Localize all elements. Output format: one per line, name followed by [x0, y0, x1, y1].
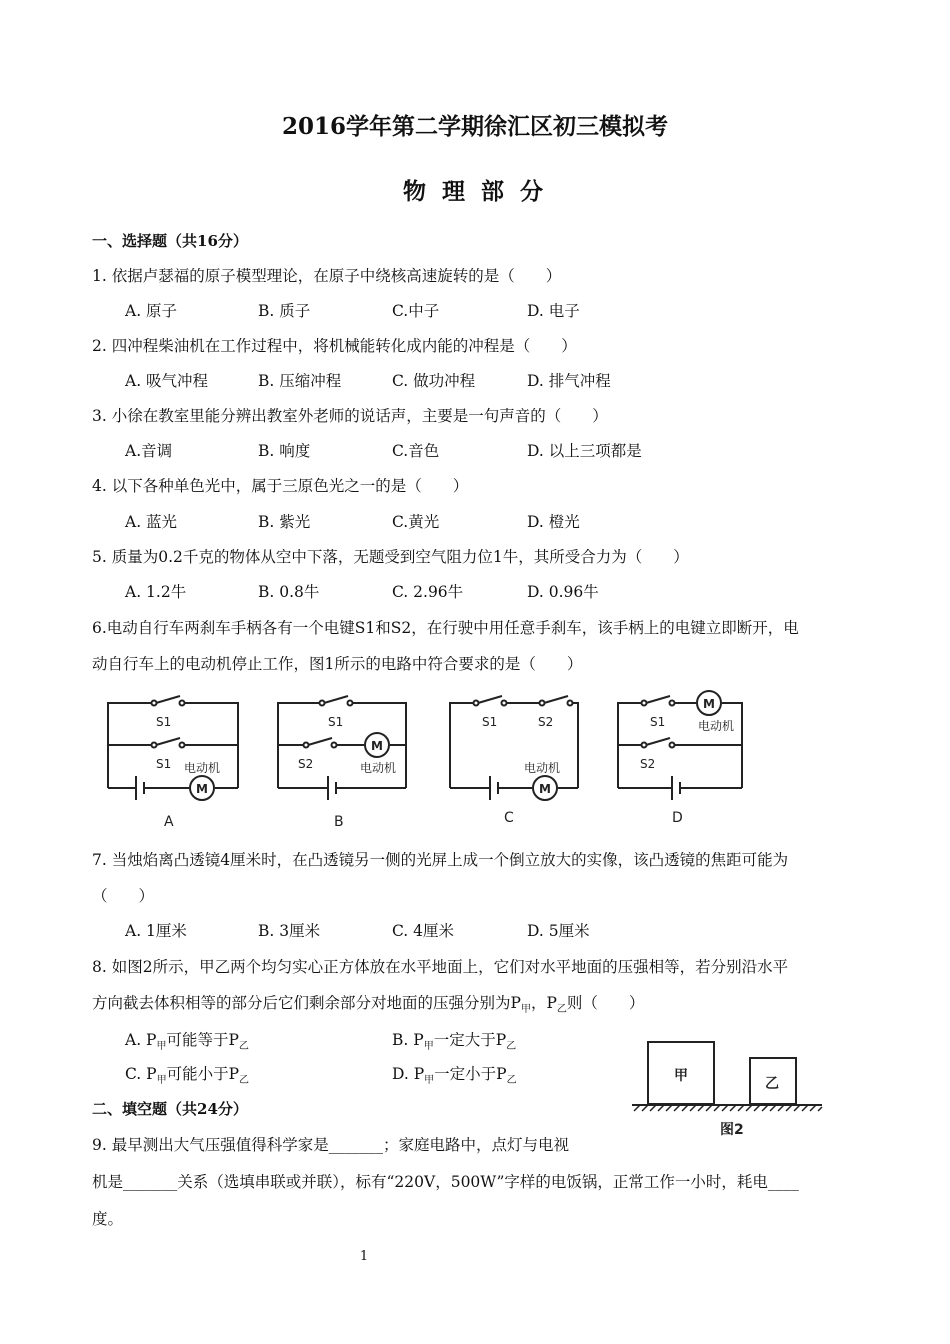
question-6-stem-line2: 动自行车上的电动机停止工作，图1所示的电路中符合要求的是（ ） — [92, 655, 583, 673]
question-5-stem: 5. 质量为0.2千克的物体从空中下落，无题受到空气阻力位1牛，其所受合力为（ ） — [92, 548, 689, 566]
question-4-option-c: C.黄光 — [392, 513, 440, 531]
question-3-option-a: A.音调 — [125, 442, 173, 460]
question-2-stem: 2. 四冲程柴油机在工作过程中，将机械能转化成内能的冲程是（ ） — [92, 337, 577, 355]
section-heading-choice: 一、选择题（共16分） — [92, 232, 248, 250]
question-8-stem-line1: 8. 如图2所示，甲乙两个均匀实心正方体放在水平地面上，它们对水平地面的压强相等，若分别沿水平 — [92, 958, 789, 976]
circuit-a-motor-label: 电动机 — [184, 761, 221, 775]
figure-2-caption: 图2 — [720, 1122, 744, 1138]
question-2-option-b: B. 压缩冲程 — [258, 372, 342, 390]
circuit-c — [450, 696, 578, 800]
block-yi-label: 乙 — [765, 1076, 779, 1092]
question-7-option-c: C. 4厘米 — [392, 922, 455, 940]
circuit-b-label: B — [334, 814, 344, 830]
circuit-a-s1-lower: S1 — [156, 757, 172, 771]
circuit-a-label: A — [164, 814, 174, 830]
section-heading-fill: 二、填空题（共24分） — [92, 1100, 248, 1118]
circuit-c-s2: S2 — [538, 715, 554, 729]
circuit-b-s1: S1 — [328, 715, 344, 729]
circuit-d-s2: S2 — [640, 757, 656, 771]
circuit-b-motor-symbol: M — [371, 739, 383, 753]
question-8-option-d: D. $P_甲$一定小于$P_乙$ — [392, 1065, 517, 1087]
circuit-d-label: D — [672, 810, 683, 826]
question-8-option-a: A. $P_甲$可能等于$P_乙$ — [125, 1031, 249, 1053]
question-2-option-a: A. 吸气冲程 — [125, 372, 209, 390]
block-jia-label: 甲 — [674, 1068, 688, 1084]
circuit-a-motor-symbol: M — [196, 782, 208, 796]
question-8-option-c: C. $P_甲$可能小于$P_乙$ — [125, 1065, 250, 1087]
question-9-line3: 度。 — [92, 1210, 124, 1228]
question-5-option-d: D. 0.96牛 — [527, 583, 599, 601]
question-1-option-b: B. 质子 — [258, 302, 311, 320]
question-4-option-a: A. 蓝光 — [125, 513, 178, 531]
circuit-b-motor-label: 电动机 — [360, 761, 397, 775]
question-5-option-a: A. 1.2牛 — [125, 583, 187, 601]
page-subtitle: 物 理 部 分 — [402, 178, 548, 205]
question-6-stem-line1: 6.电动自行车两刹车手柄各有一个电键S1和S2，在行驶中用任意手刹车，该手柄上的电键立即断开，电 — [92, 619, 799, 637]
question-9-line2: 机是_______关系（选填串联或并联），标有“220V，500W”字样的电饭锅，正常工作一小时，耗电____ — [92, 1173, 799, 1191]
circuit-d-motor-label: 电动机 — [698, 719, 735, 733]
circuit-b-s2: S2 — [298, 757, 314, 771]
question-3-stem: 3. 小徐在教室里能分辨出教室外老师的说话声，主要是一句声音的（ ） — [92, 407, 608, 425]
figure-1-circuits — [92, 688, 772, 834]
question-8-stem-line2: 方向截去体积相等的部分后它们剩余部分对地面的压强分别为$P_甲$，$P_乙$则（ ） — [92, 994, 645, 1016]
question-4-option-b: B. 紫光 — [258, 513, 311, 531]
circuit-c-motor-symbol: M — [539, 782, 551, 796]
question-7-stem-line1: 7. 当烛焰离凸透镜4厘米时，在凸透镜另一侧的光屏上成一个倒立放大的实像，该凸透镜的焦距可能为 — [92, 851, 789, 869]
circuit-a — [108, 696, 238, 800]
question-4-option-d: D. 橙光 — [527, 513, 580, 531]
question-7-option-d: D. 5厘米 — [527, 922, 590, 940]
question-7-option-a: A. 1厘米 — [125, 922, 187, 940]
question-2-option-c: C. 做功冲程 — [392, 372, 476, 390]
question-7-option-b: B. 3厘米 — [258, 922, 321, 940]
question-8-option-b: B. $P_甲$一定大于$P_乙$ — [392, 1031, 517, 1053]
question-1-stem: 1. 依据卢瑟福的原子模型理论，在原子中绕核高速旋转的是（ ） — [92, 267, 562, 285]
question-5-option-c: C. 2.96牛 — [392, 583, 464, 601]
question-1-option-c: C.中子 — [392, 302, 440, 320]
figure-2-blocks — [628, 1038, 828, 1142]
circuit-d — [618, 691, 742, 800]
question-3-option-d: D. 以上三项都是 — [527, 442, 642, 460]
circuit-b — [278, 696, 406, 800]
page-number: 1 — [359, 1249, 369, 1264]
circuit-c-label: C — [504, 810, 514, 826]
circuit-c-s1: S1 — [482, 715, 498, 729]
question-1-option-a: A. 原子 — [125, 302, 178, 320]
page-title: 2016学年第二学期徐汇区初三模拟考 — [281, 113, 668, 140]
question-9-line1: 9. 最早测出大气压强值得科学家是_______；家庭电路中，点灯与电视 — [92, 1136, 569, 1154]
question-4-stem: 4. 以下各种单色光中，属于三原色光之一的是（ ） — [92, 477, 469, 495]
question-5-option-b: B. 0.8牛 — [258, 583, 320, 601]
question-3-option-c: C.音色 — [392, 442, 440, 460]
question-3-option-b: B. 响度 — [258, 442, 311, 460]
question-7-stem-line2: （ ） — [92, 887, 155, 905]
circuit-d-s1: S1 — [650, 715, 666, 729]
question-1-option-d: D. 电子 — [527, 302, 580, 320]
circuit-c-motor-label: 电动机 — [524, 761, 561, 775]
circuit-a-s1-upper: S1 — [156, 715, 172, 729]
question-2-option-d: D. 排气冲程 — [527, 372, 611, 390]
circuit-d-motor-symbol: M — [703, 697, 715, 711]
